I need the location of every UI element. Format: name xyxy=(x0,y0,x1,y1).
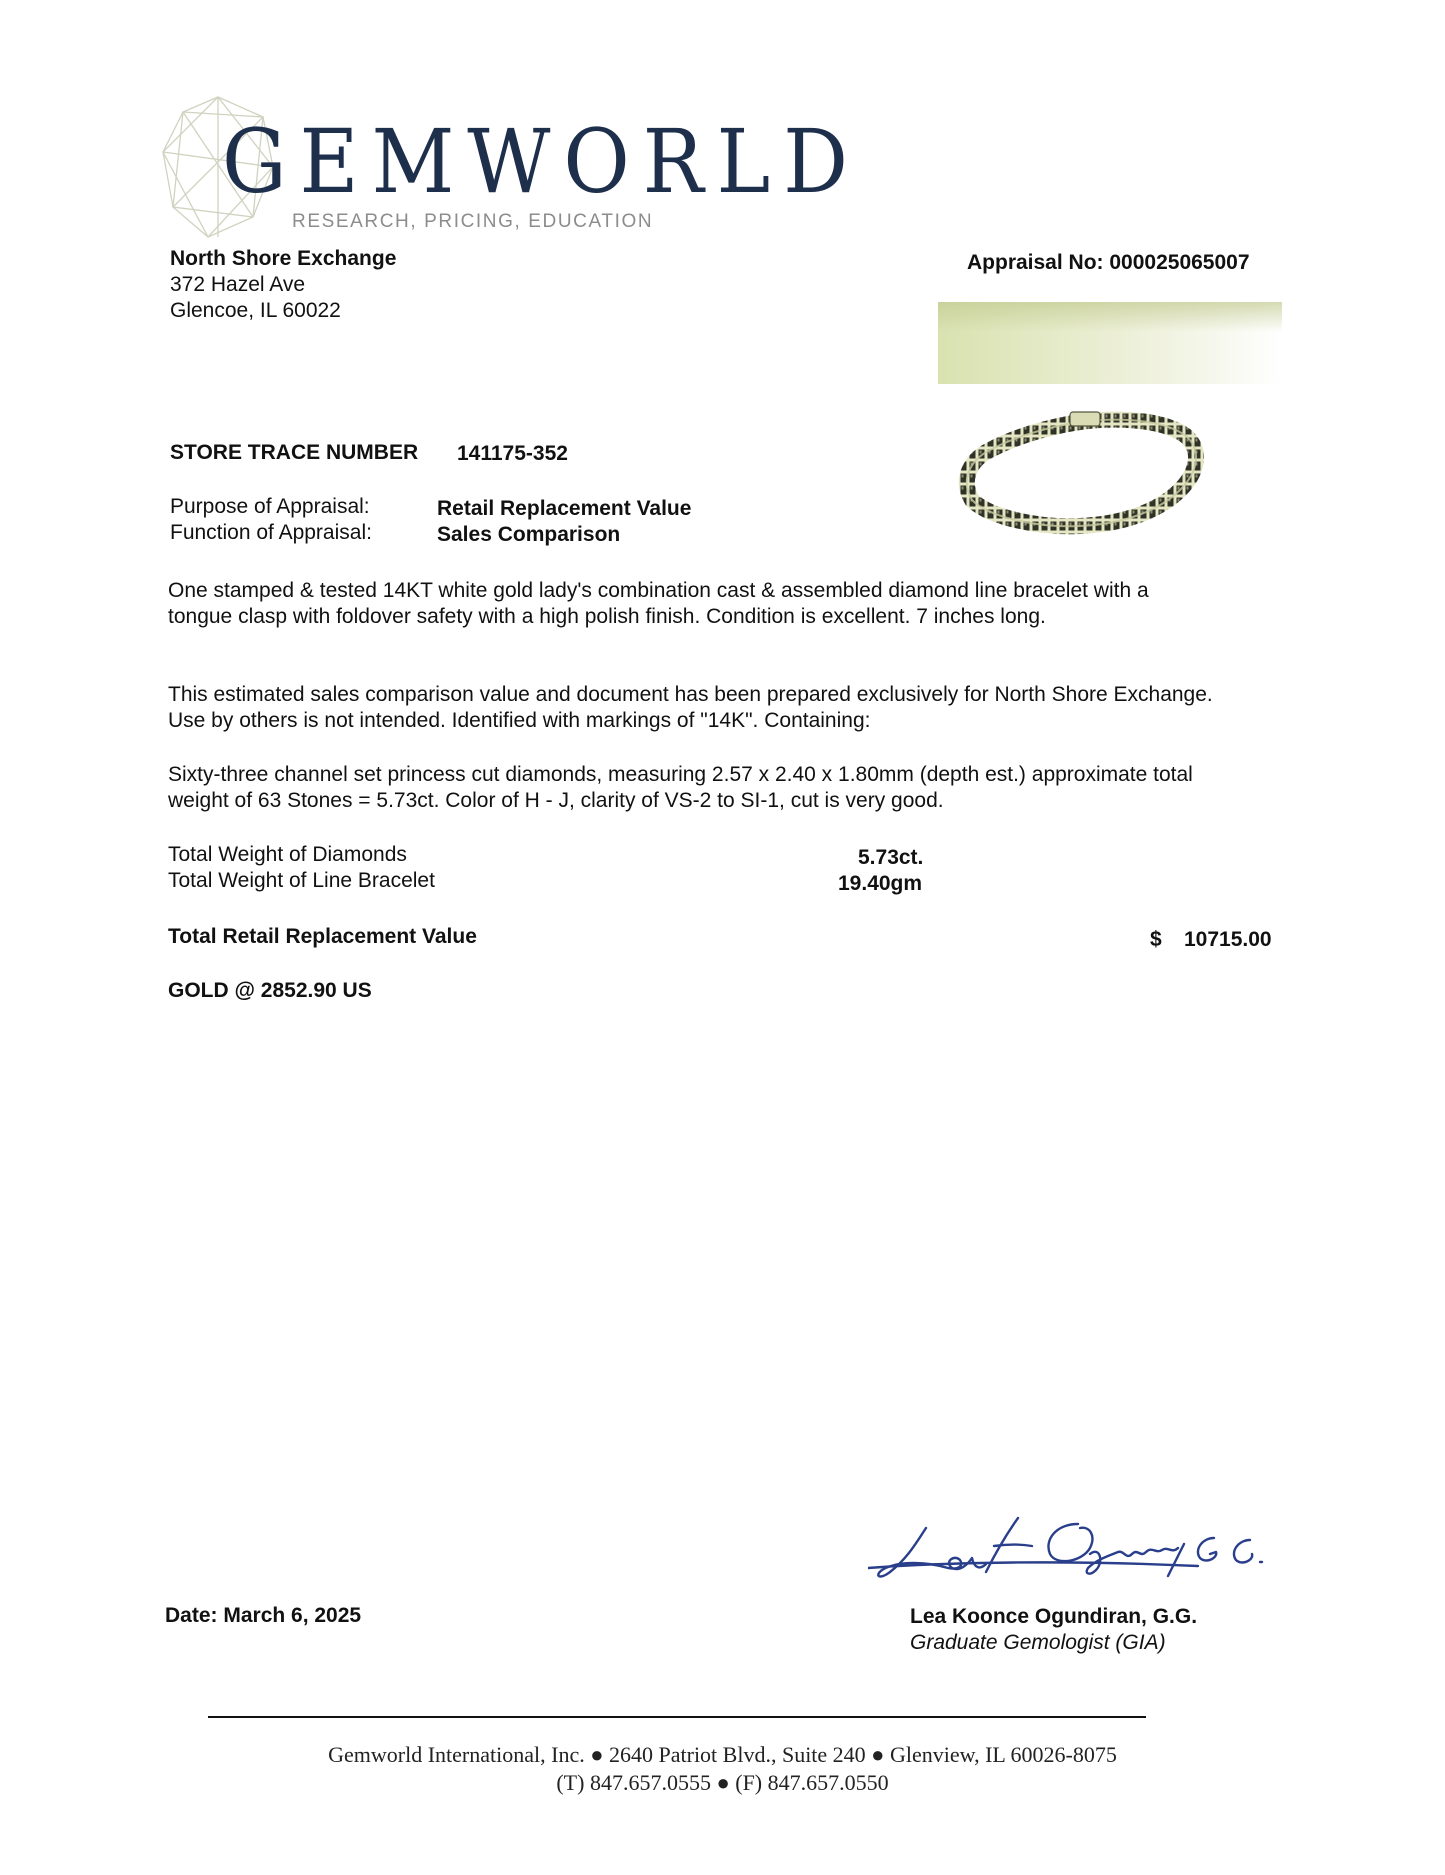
footer-divider xyxy=(208,1716,1146,1718)
total-value-amount: 10715.00 xyxy=(1184,928,1272,951)
total-value-label: Total Retail Replacement Value xyxy=(168,925,477,948)
appraiser-name: Lea Koonce Ogundiran, G.G. xyxy=(910,1605,1198,1628)
function-label: Function of Appraisal: xyxy=(170,521,372,544)
client-name: North Shore Exchange xyxy=(170,247,397,270)
appraisal-number-value: 000025065007 xyxy=(1109,251,1250,274)
diamond-weight-value: 5.73ct. xyxy=(858,846,924,869)
purpose-label: Purpose of Appraisal: xyxy=(170,495,370,518)
stone-details: Sixty-three channel set princess cut diamonds, measuring 2.57 x 2.40 x 1.80mm (depth est.) approximate total weight of 63 Stones = 5.73ct. Color of H - J, clarity of VS-2 to SI-1, cut is very good. xyxy=(168,763,1193,812)
footer-phones: (T) 847.657.0555 ● (F) 847.657.0550 xyxy=(556,1770,889,1795)
function-value: Sales Comparison xyxy=(437,523,621,546)
store-trace-label: STORE TRACE NUMBER xyxy=(170,441,419,464)
photo-background-strip xyxy=(938,302,1282,384)
purpose-value: Retail Replacement Value xyxy=(437,497,692,520)
gemworld-logo-text: GEMWORLD xyxy=(222,110,861,213)
gold-price: GOLD @ 2852.90 US xyxy=(168,979,372,1002)
logo-tagline: RESEARCH, PRICING, EDUCATION xyxy=(292,211,654,232)
exclusivity-statement: This estimated sales comparison value and document has been prepared exclusively for North Shore Exchange. Use by others is not intended. Identified with markings of "14K". Containing: xyxy=(168,683,1213,732)
bracelet-photo xyxy=(950,400,1210,540)
appraiser-title: Graduate Gemologist (GIA) xyxy=(910,1631,1166,1654)
appraiser-signature xyxy=(868,1510,1288,1600)
bracelet-weight-label: Total Weight of Line Bracelet xyxy=(168,869,435,892)
appraisal-date: Date: March 6, 2025 xyxy=(165,1604,362,1627)
appraisal-number xyxy=(967,250,1250,276)
bracelet-weight-value: 19.40gm xyxy=(838,872,923,895)
item-description: One stamped & tested 14KT white gold lady's combination cast & assembled diamond line bracelet with a tongue clasp with foldover safety with a high polish finish. Condition is excellent. 7 inches long. xyxy=(168,579,1149,628)
total-value-currency: $ xyxy=(1150,928,1162,951)
client-address-line2: Glencoe, IL 60022 xyxy=(170,299,341,322)
store-trace-value: 141175-352 xyxy=(457,442,568,465)
appraisal-number-label: Appraisal No: xyxy=(967,251,1104,274)
client-address-line1: 372 Hazel Ave xyxy=(170,273,306,296)
diamond-weight-label: Total Weight of Diamonds xyxy=(168,843,407,866)
footer-address: Gemworld International, Inc. ● 2640 Patriot Blvd., Suite 240 ● Glenview, IL 60026-8075 xyxy=(328,1742,1117,1767)
